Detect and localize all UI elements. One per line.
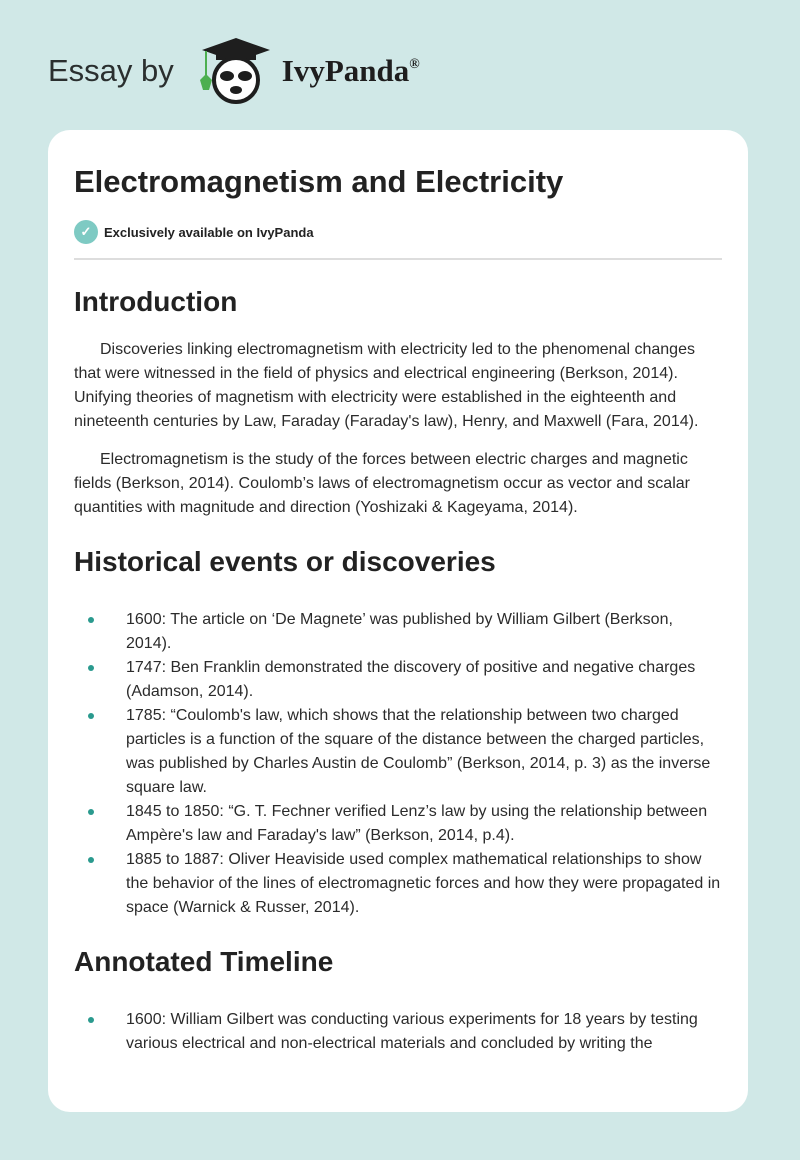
list-item: 1885 to 1887: Oliver Heaviside used complex mathematical relationships to show the behavior of the lines of electromagnetic forces and how they were propagated in space (Warnick & Russer, 2014). (126, 848, 722, 920)
page-title: Electromagnetism and Electricity (74, 164, 564, 199)
list-item: 1747: Ben Franklin demonstrated the discovery of positive and negative charges (Adamson, 2014). (126, 656, 722, 704)
list-item: 1785: “Coulomb's law, which shows that the relationship between two charged particles is a function of the square of the distance between the charged particles, was published by Charles Austin de Coulomb” (Berkson, 2014, p. 3) as the inverse square law. (126, 704, 722, 800)
essay-by-label: Essay by (48, 53, 174, 88)
panda-logo-icon (194, 36, 274, 106)
list-item: 1600: William Gilbert was conducting various experiments for 18 years by testing various electrical and non-electrical materials and concluded by writing the (126, 1008, 722, 1056)
timeline-list (74, 1008, 722, 1056)
brand-name: IvyPanda® (281, 53, 420, 88)
section-heading: Historical events or discoveries (74, 546, 496, 577)
list-item: 1845 to 1850: “G. T. Fechner verified Lenz’s law by using the relationship between Ampère's law and Faraday's law” (Berkson, 2014, p.4). (126, 800, 722, 848)
paragraph: Electromagnetism is the study of the forces between electric charges and magnetic fields (Berkson, 2014). Coulomb’s laws of electromagnetism occur as vector and scalar quantities with magnitude and direction (Yoshizaki & Kageyama, 2014). (74, 451, 690, 516)
badge-label: Exclusively available on IvyPanda (104, 224, 314, 240)
section-heading: Introduction (74, 286, 238, 317)
exclusive-badge (74, 220, 722, 260)
section-heading: Annotated Timeline (74, 946, 334, 977)
events-list (74, 608, 722, 920)
paragraph: Discoveries linking electromagnetism with electricity led to the phenomenal changes that were witnessed in the field of physics and electrical engineering (Berkson, 2014). Unifying theories of magnetism with electricity were established in the eighteenth and nineteenth centuries by Law, Faraday (Faraday's law), Henry, and Maxwell (Fara, 2014). (74, 341, 699, 430)
header (48, 36, 420, 106)
essay-card (48, 130, 748, 1112)
list-item: 1600: The article on ‘De Magnete’ was published by William Gilbert (Berkson, 2014). (126, 608, 722, 656)
check-icon: ✓ (74, 220, 98, 244)
